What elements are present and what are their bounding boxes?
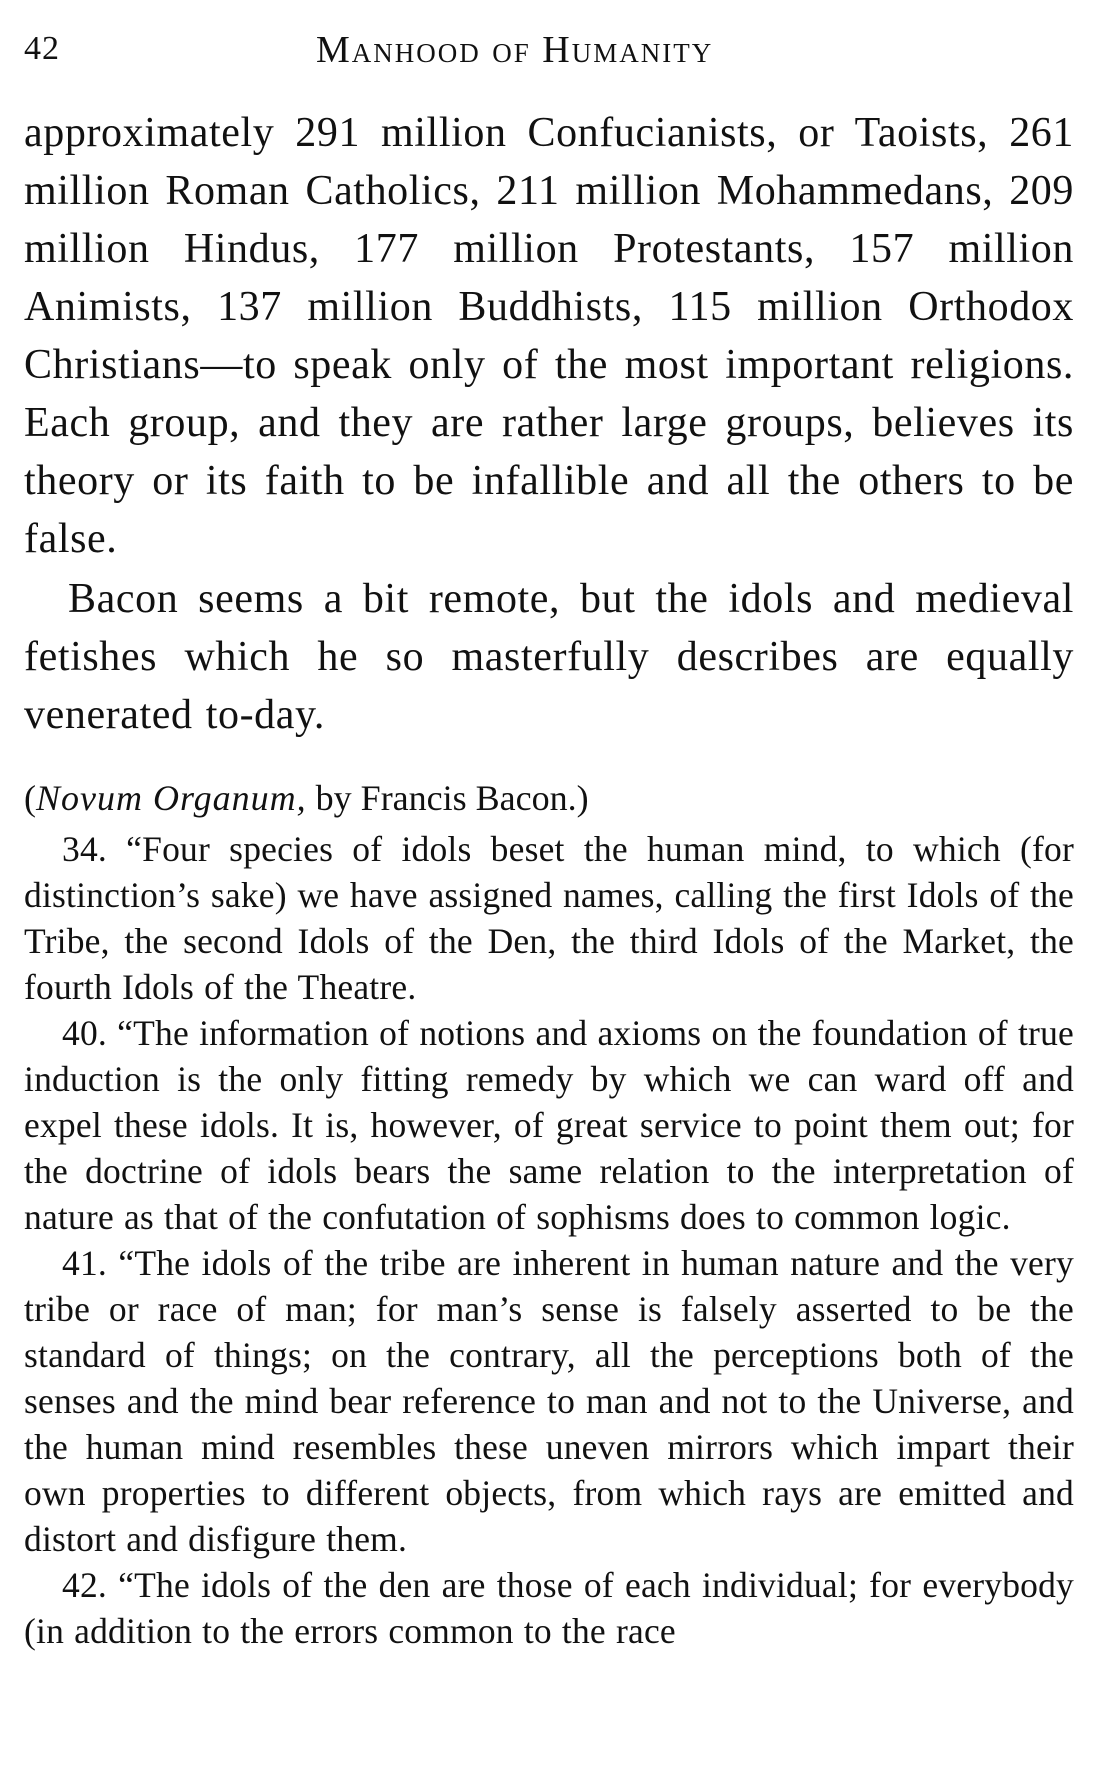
- source-citation: [24, 774, 1074, 822]
- body-paragraph: Bacon seems a bit remote, but the idols and medieval fetishes which he so masterfully describes are equally venerated to-day.: [24, 576, 1074, 738]
- running-head: [24, 18, 1076, 78]
- aphorism-paragraph: 41. “The idols of the tribe are inherent in human nature and the very tribe or race of man; for man’s sense is falsely asserted to be the standard of things; on the contrary, all the perceptions both of the senses and the mind bear reference to man and not to the Universe, and the human mind resembles these uneven mirrors which impart their own properties to different objects, from which rays are emitted and distort and disfigure them.: [24, 1243, 1074, 1559]
- main-text: [24, 104, 1074, 1654]
- citation-author: by Francis Bacon.): [306, 778, 589, 818]
- page-number: 42: [24, 30, 60, 67]
- aphorism-paragraph: 34. “Four species of idols beset the human mind, to which (for distinction’s sake) we have assigned names, calling the first Idols of the Tribe, the second Idols of the Den, the third Idols of the Market, the fourth Idols of the Theatre.: [24, 829, 1074, 1007]
- body-paragraph: approximately 291 million Confucianists, or Taoists, 261 million Roman Catholics, 211 million Mohammedans, 209 million Hindus, 177 million Protestants, 157 million Animists, 137 million Buddhists, 115 million Orthodox Christians—to speak only of the most important religions. Each group, and they are rather large groups, believes its theory or its faith to be infallible and all the others to be false.: [24, 110, 1074, 562]
- aphorism-paragraph: 42. “The idols of the den are those of each individual; for everybody (in addition to the errors common to the race: [24, 1565, 1074, 1651]
- running-title: Manhood of Humanity: [316, 29, 714, 71]
- aphorism-paragraph: 40. “The information of notions and axioms on the foundation of true induction is the only fitting remedy by which we can ward off and expel these idols. It is, however, of great service to point them out; for the doctrine of idols bears the same relation to the interpretation of nature as that of the confutation of sophisms does to common logic.: [24, 1013, 1074, 1237]
- work-title: Novum Organum,: [36, 778, 307, 818]
- citation-open-paren: (: [24, 778, 36, 818]
